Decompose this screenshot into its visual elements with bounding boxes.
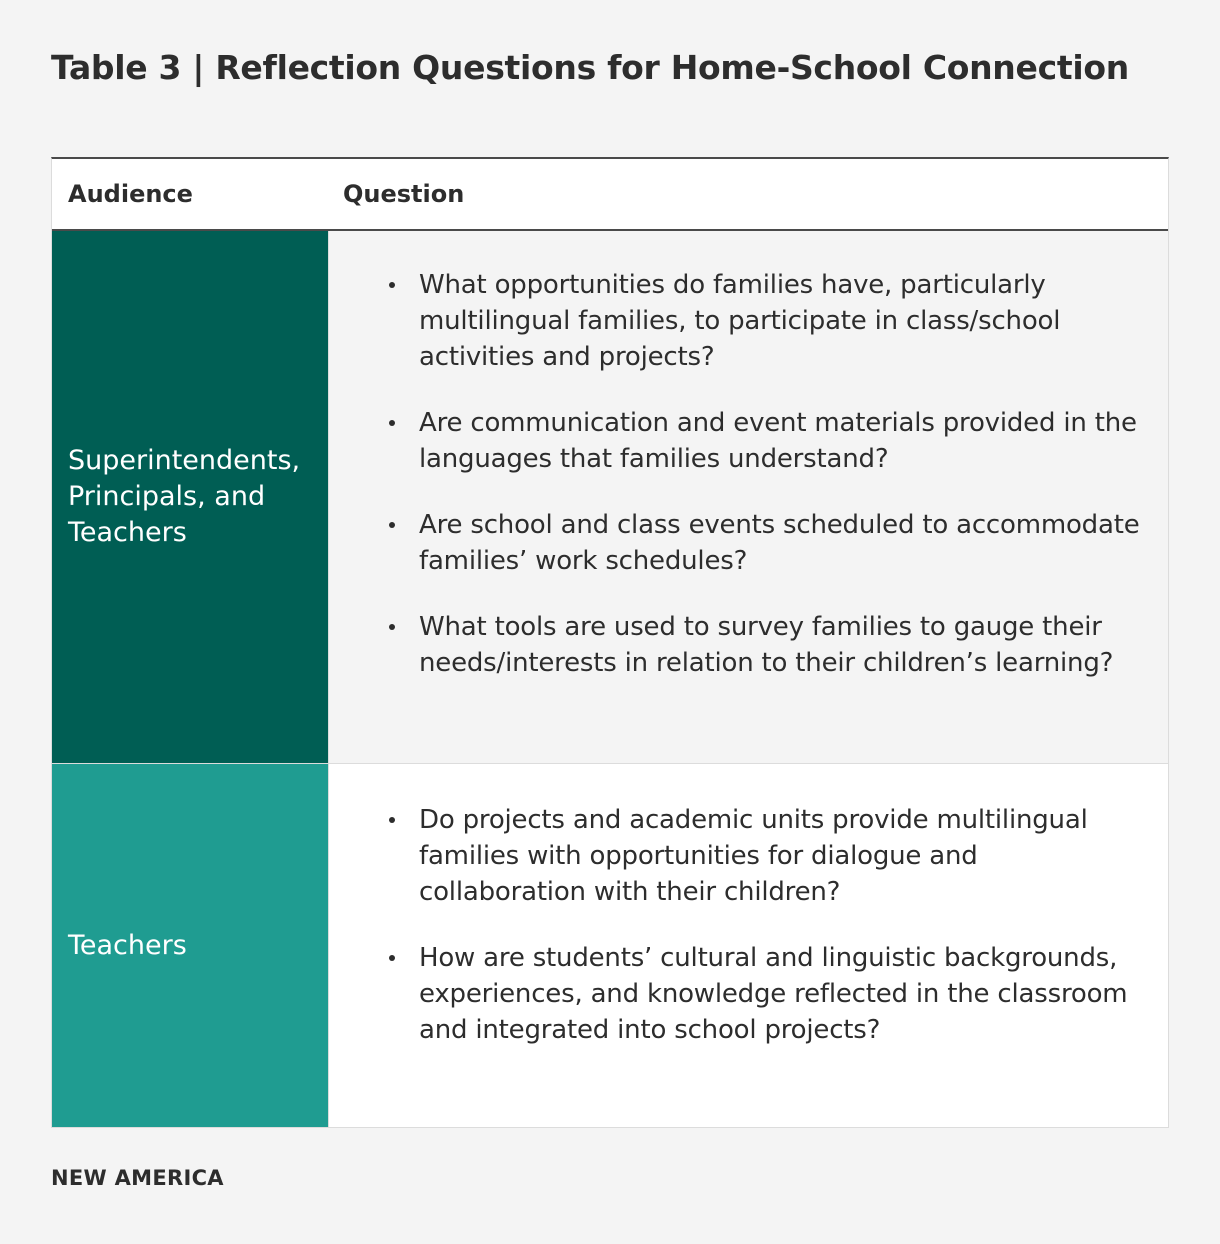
audience-cell: Superintendents, Principals, and Teachers xyxy=(52,231,329,763)
table-row xyxy=(52,231,1168,764)
question-item xyxy=(419,267,1148,375)
question-text: Do projects and academic units provide multilingual families with opportunities for dialogue and collaboration with their children? xyxy=(419,805,1088,907)
page-title: Table 3 | Reflection Questions for Home-School Connection xyxy=(51,48,1129,87)
bullet-icon xyxy=(389,420,395,426)
brand-logo: NEW AMERICA xyxy=(51,1166,224,1190)
question-item xyxy=(419,940,1148,1048)
question-text: What opportunities do families have, particularly multilingual families, to participate in class/school activities and projects? xyxy=(419,270,1061,372)
question-cell xyxy=(329,764,1168,1127)
bullet-icon xyxy=(389,624,395,630)
question-text: Are school and class events scheduled to accommodate families’ work schedules? xyxy=(419,510,1140,576)
bullet-icon xyxy=(389,522,395,528)
header-audience: Audience xyxy=(68,180,193,208)
reflection-questions-table xyxy=(51,157,1169,1128)
question-item xyxy=(419,507,1148,579)
question-text: What tools are used to survey families to gauge their needs/interests in relation to their children’s learning? xyxy=(419,612,1114,678)
bullet-icon xyxy=(389,955,395,961)
question-item xyxy=(419,609,1148,681)
question-item xyxy=(419,802,1148,910)
question-text: Are communication and event materials provided in the languages that families understand? xyxy=(419,408,1137,474)
bullet-icon xyxy=(389,282,395,288)
question-text: How are students’ cultural and linguistic backgrounds, experiences, and knowledge reflected in the classroom and integrated into school projects? xyxy=(419,943,1128,1045)
question-cell xyxy=(329,231,1168,763)
bullet-icon xyxy=(389,817,395,823)
table-header-row xyxy=(52,159,1168,231)
question-list xyxy=(389,802,1148,1048)
table-row xyxy=(52,764,1168,1127)
header-question: Question xyxy=(343,180,465,208)
audience-cell: Teachers xyxy=(52,764,329,1127)
question-item xyxy=(419,405,1148,477)
question-list xyxy=(389,267,1148,681)
